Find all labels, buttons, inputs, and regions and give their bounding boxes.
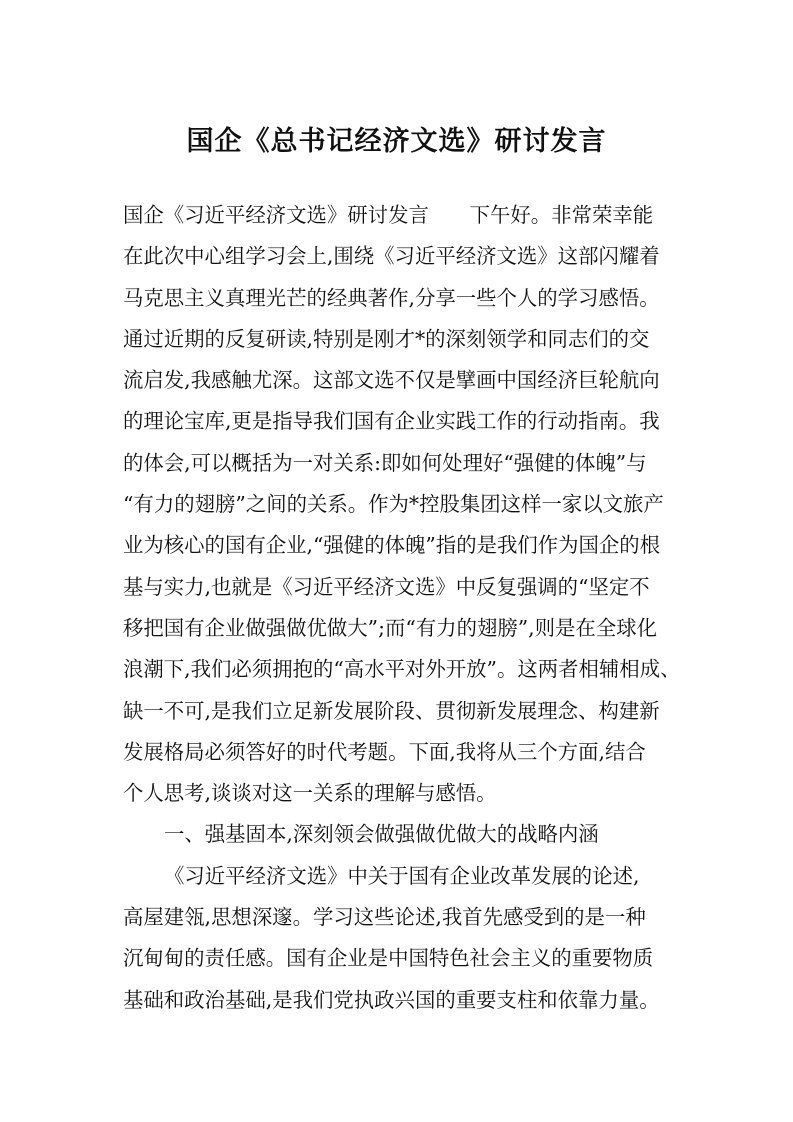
body-line: 马克思主义真理光芒的经典著作,分享一些个人的学习感悟。 [123,285,660,310]
section-line: 基础和政治基础,是我们党执政兴国的重要支柱和依靠力量。 [123,987,660,1012]
section-line: 高屋建瓴,思想深邃。学习这些论述,我首先感受到的是一种 [123,905,646,930]
body-line: 在此次中心组学习会上,围绕《习近平经济文选》这部闪耀着 [123,244,660,269]
document-title: 国企《总书记经济文选》研讨发言 [186,126,607,157]
document-body [123,195,681,1021]
body-line: “有力的翅膀”之间的关系。作为*控股集团这样一家以文旅产 [123,492,664,517]
body-line: 流启发,我感触尤深。这部文选不仅是擘画中国经济巨轮航向 [123,368,660,393]
body-line: 移把国有企业做强做优做大”;而“有力的翅膀”,则是在全球化 [123,615,657,640]
section-heading: 一、强基固本,深刻领会做强做优做大的战略内涵 [164,822,599,847]
section-line: 《习近平经济文选》中关于国有企业改革发展的论述, [164,863,640,888]
body-line: 的体会,可以概括为一对关系:即如何处理好“强健的体魄”与 [123,450,647,475]
body-line: 浪潮下,我们必须拥抱的“高水平对外开放”。这两者相辅相成、 [123,657,681,682]
body-line: 个人思考,谈谈对这一关系的理解与感悟。 [123,781,497,806]
body-line: 业为核心的国有企业,“强健的体魄”指的是我们作为国企的根 [123,533,661,558]
body-line: 基与实力,也就是《习近平经济文选》中反复强调的“坚定不 [123,574,650,599]
body-line: 通过近期的反复研读,特别是刚才*的深刻领学和同志们的交 [123,326,650,351]
body-line: 国企《习近平经济文选》研讨发言 下午好。非常荣幸能 [123,203,654,227]
body-line: 发展格局必须答好的时代考题。下面,我将从三个方面,结合 [123,739,646,764]
body-line: 的理论宝库,更是指导我们国有企业实践工作的行动指南。我 [123,409,660,434]
body-line: 缺一不可,是我们立足新发展阶段、贯彻新发展理念、构建新 [123,698,660,723]
section-line: 沉甸甸的责任感。国有企业是中国特色社会主义的重要物质 [123,946,654,971]
